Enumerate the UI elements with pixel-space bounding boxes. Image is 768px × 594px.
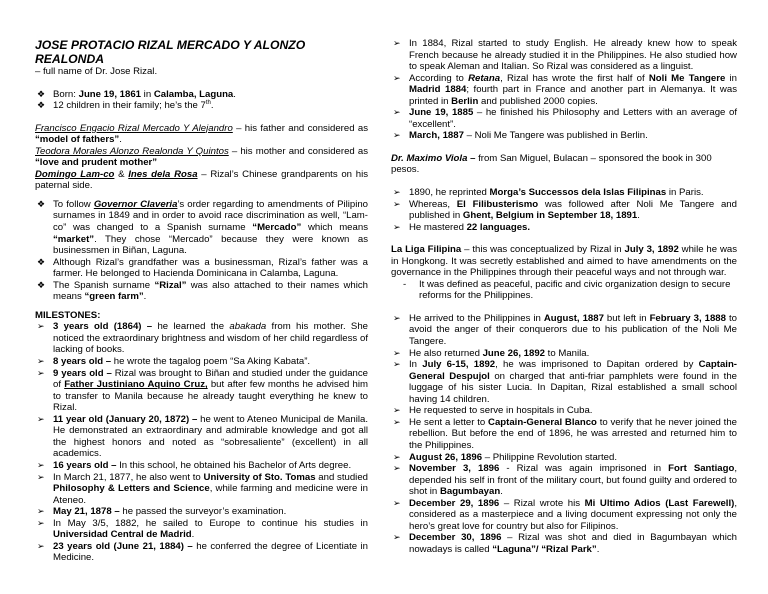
list-item: ❖ The Spanish surname “Rizal” was also attached to their names which means “green farm”. — [37, 279, 368, 303]
list-item: ➢ December 30, 1896 – Rizal was shot and died in Bagumbayan which nowadays is called “Laguna”/ “Rizal Park”. — [393, 532, 737, 555]
arrow-bullet-icon: ➢ — [393, 187, 401, 198]
list-item: ➢ August 26, 1896 – Philippine Revolution started. — [393, 451, 617, 463]
list-item: ➢ In March 21, 1877, he also went to University of Sto. Tomas and studied Philosophy & Letters and Science, while farming and medicine were in Ateneo. — [37, 471, 368, 506]
list-item: ➢ According to Retana, Rizal has wrote the first half of Noli Me Tangere in Madrid 1884; fourth part in France and another part in Alemanya. It was printed in Berlin and published 2000 copies. — [393, 72, 737, 107]
europe-list — [391, 38, 737, 142]
list-item: ➢ 11 year old (January 20, 1872) – he went to Ateneo Municipal de Manila. He demonstrated an extraordinary and admirable knowledge and got all the highest honors and noted as “sobresaliente” (excellent) in all academics. — [37, 413, 368, 460]
list-item: ➢ He arrived to the Philippines in August, 1887 but left in February 3, 1888 to avoid the anger of their conquerors due to his publication of the Noli Me Tangere. — [393, 312, 737, 348]
list-item: ➢ He sent a letter to Captain-General Blanco to verify that he never joined the rebellion. But before the end of 1896, he was arrested and returned him to the Philippines. — [393, 416, 737, 451]
birth-list — [35, 89, 368, 112]
list-item: ➢ 1890, he reprinted Morga’s Successos dela Islas Filipinas in Paris. — [393, 187, 704, 199]
arrow-bullet-icon: ➢ — [393, 451, 401, 462]
arrow-bullet-icon: ➢ — [393, 72, 401, 83]
list-item: ➢ 23 years old (June 21, 1884) – he conferred the degree of Licentiate in Medicine. — [37, 540, 369, 564]
list-item: ➢ June 19, 1885 – he finished his Philosophy and Letters with an average of “excellent”. — [393, 107, 737, 130]
arrow-bullet-icon: ➢ — [393, 38, 401, 48]
diamond-bullet-icon: ❖ — [37, 88, 46, 99]
arrow-bullet-icon: ➢ — [393, 347, 401, 358]
milestones-list — [35, 321, 368, 563]
arrow-bullet-icon: ➢ — [393, 532, 401, 543]
list-item: ❖ Born: June 19, 1861 in Calamba, Laguna. — [37, 88, 236, 100]
diamond-bullet-icon: ❖ — [37, 198, 46, 209]
list-item: ➢ Whereas, El Filibusterismo was followed after Noli Me Tangere and published in Ghent, Belgium in September 18, 1891. — [393, 198, 737, 222]
diamond-bullet-icon: ❖ — [37, 100, 46, 111]
arrow-bullet-icon: ➢ — [37, 459, 45, 470]
arrow-bullet-icon: ➢ — [393, 416, 401, 427]
liga-paragraph: La Liga Filipina – this was conceptualized by Rizal in July 3, 1892 while he was in Hongkong. It was secretly established and aimed to have amendments on the governance in the Philippines through their peaceful ways and not through war. — [391, 244, 738, 279]
arrow-bullet-icon: ➢ — [37, 356, 45, 367]
list-item: ➢ December 29, 1896 – Rizal wrote his Mi Ultimo Adios (Last Farewell), considered as a masterpiece and a living document expressing not only the hero’s great love for country but also for Filipinos. — [393, 497, 738, 532]
list-item: ➢ He also returned June 26, 1892 to Manila. — [393, 347, 590, 359]
arrow-bullet-icon: ➢ — [393, 107, 401, 118]
list-item: ➢ In 1884, Rizal started to study English. He already knew how to speak French because he already studied it in the Philippines. He also studied how to speak Aleman and Italian. So Rizal was considered as a linguist. — [393, 38, 737, 73]
liga-subpoint: - It was defined as peaceful, pacific and civic organization design to secure reforms for the Philippines. — [403, 278, 731, 302]
grandparents-paragraph: Domingo Lam-co & Ines dela Rosa – Rizal’s Chinese grandparents on his paternal side. — [35, 168, 369, 192]
arrow-bullet-icon: ➢ — [37, 517, 45, 528]
arrow-bullet-icon: ➢ — [393, 497, 401, 508]
list-item: ➢ May 21, 1878 – he passed the surveyor’s examination. — [37, 506, 287, 518]
arrow-bullet-icon: ➢ — [393, 221, 401, 232]
list-item: ❖ To follow Governor Claveria’s order regarding to amendments of Pilipino surnames in 1849 and in order to avoid race discrimination as well, “Lam-co” was changed to a Spanish surname “Mercado” which means “market”. They chose “Mercado” because they were known as businessmen in Biñan, Laguna. — [37, 198, 368, 257]
list-item: ➢ 9 years old – Rizal was brought to Biñan and studied under the guidance of Father Justiniano Aquino Cruz, but after few months he advised him to transfer to Manila because he already taught everything he knew to Rizal. — [37, 367, 369, 414]
milestones-heading: MILESTONES: — [35, 309, 101, 321]
list-item: ➢ In May 3/5, 1882, he sailed to Europe to continue his studies in Universidad Central de Madrid. — [37, 517, 368, 541]
list-item: ➢ 3 years old (1864) – he learned the abakada from his mother. She noticed the extraordinary brightness and wisdom of her child regardless of lacking of books. — [37, 321, 368, 356]
arrow-bullet-icon: ➢ — [37, 471, 45, 482]
list-item: ➢ 16 years old – In this school, he obtained his Bachelor of Arts degree. — [37, 459, 352, 471]
later-life-list — [391, 313, 737, 555]
arrow-bullet-icon: ➢ — [393, 198, 401, 209]
list-item: ➢ He mastered 22 languages. — [393, 221, 531, 233]
list-item: ➢ In July 6-15, 1892, he was imprisoned to Dapitan ordered by Captain-General Despujol on charged that anti-friar pamphlets were found in the luggage of his sister Lucia. In Dapitan, Rizal established a small school having 14 children. — [393, 359, 737, 405]
list-item: ➢ 8 years old – he wrote the tagalog poem “Sa Aking Kabata”. — [37, 356, 311, 368]
arrow-bullet-icon: ➢ — [37, 506, 45, 517]
right-column — [391, 38, 737, 555]
arrow-bullet-icon: ➢ — [393, 130, 401, 141]
arrow-bullet-icon: ➢ — [37, 413, 45, 424]
fullname-note: – full name of Dr. Jose Rizal. — [35, 66, 158, 77]
surname-list — [35, 199, 368, 303]
page-title: JOSE PROTACIO RIZAL MERCADO Y ALONZO REALONDA — [35, 38, 306, 66]
father-paragraph: Francisco Engacio Rizal Mercado Y Alejandro – his father and considered as “model of fathers”. — [35, 122, 368, 146]
arrow-bullet-icon: ➢ — [37, 540, 45, 551]
list-item: ➢ March, 1887 – Noli Me Tangere was published in Berlin. — [393, 130, 648, 142]
list-item: ❖ 12 children in their family; he’s the 7th. — [37, 99, 214, 112]
left-column — [35, 38, 368, 564]
arrow-bullet-icon: ➢ — [393, 359, 401, 370]
diamond-bullet-icon: ❖ — [37, 256, 46, 267]
arrow-bullet-icon: ➢ — [37, 321, 45, 332]
list-item: ❖ Although Rizal’s grandfather was a businessman, Rizal’s father was a farmer. He belonged to Hacienda Dominicana in Calamba, Laguna. — [37, 256, 368, 280]
viola-paragraph: Dr. Maximo Viola – from San Miguel, Bulacan – sponsored the book in 300 pesos. — [391, 152, 712, 176]
diamond-bullet-icon: ❖ — [37, 279, 46, 290]
works-list — [391, 187, 737, 233]
list-item: ➢ He requested to serve in hospitals in Cuba. — [393, 405, 593, 417]
arrow-bullet-icon: ➢ — [393, 312, 401, 323]
mother-paragraph: Teodora Morales Alonzo Realonda Y Quintos – his mother and considered as “love and prudent mother” — [35, 145, 369, 169]
arrow-bullet-icon: ➢ — [37, 367, 45, 378]
list-item: ➢ November 3, 1896 - Rizal was again imprisoned in Fort Santiago, depended his self in front of the military court, but found guilty and ordered to shot in Bagumbayan. — [393, 463, 738, 498]
arrow-bullet-icon: ➢ — [393, 405, 401, 416]
arrow-bullet-icon: ➢ — [393, 463, 401, 474]
